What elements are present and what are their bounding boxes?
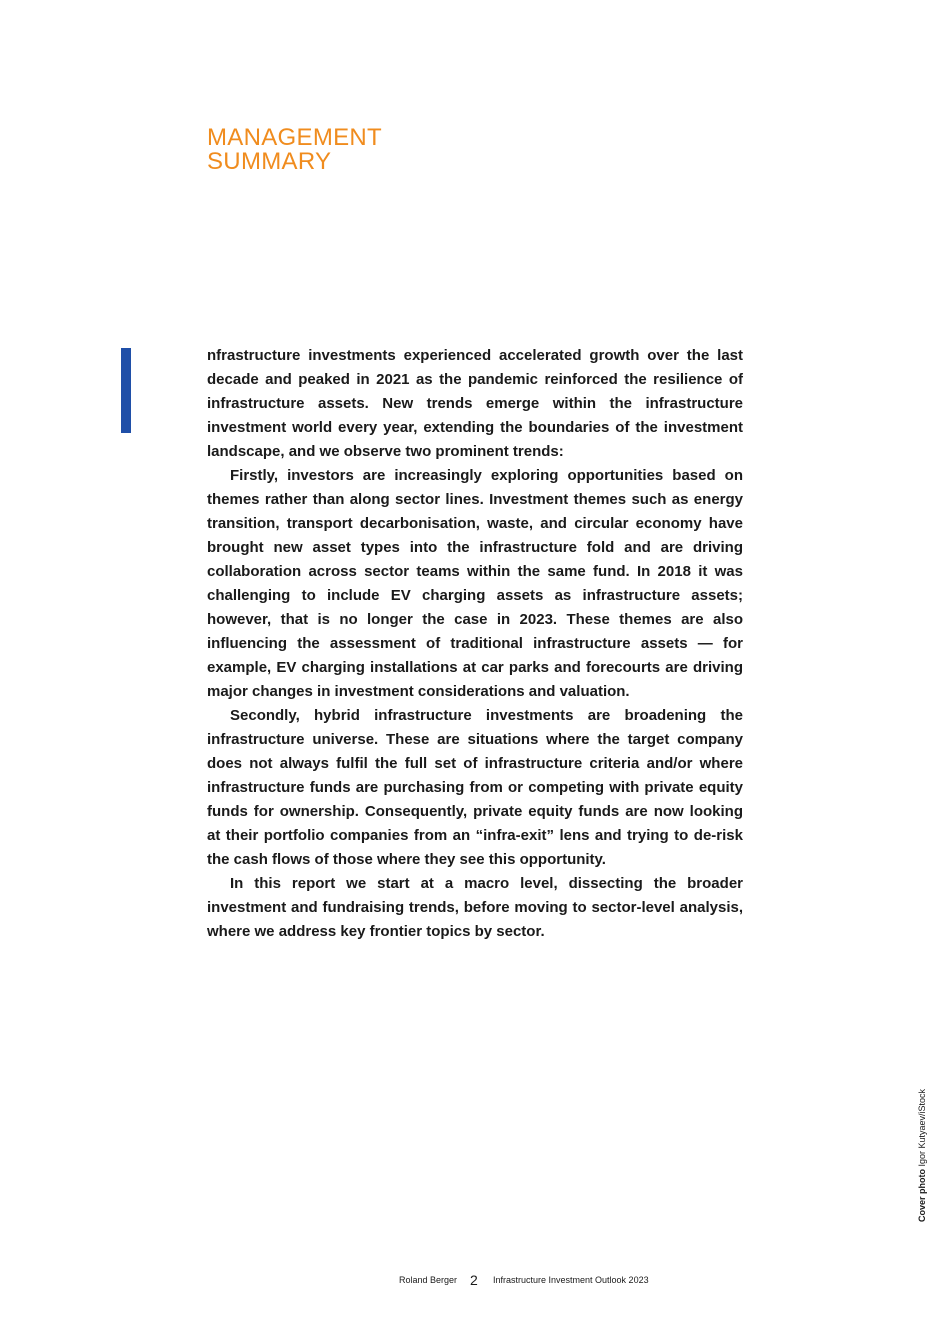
photo-credit-value: Igor Kutyaev/iStock — [917, 1088, 927, 1167]
summary-body — [207, 344, 743, 944]
footer-company: Roland Berger — [398, 1275, 457, 1285]
page-title-line-1: MANAGEMENT — [207, 124, 383, 151]
page-title-line-2: SUMMARY — [207, 148, 332, 175]
summary-paragraph-3: Secondly, hybrid infrastructure investments are broadening the infrastructure universe. These are situations where the target company does not always fulfil the full set of infrastructure criteria and/or where infrastructure funds are purchasing from or competing with private equity funds for ownership. Consequently, private equity funds are now looking at their portfolio companies from an “infra-exit” lens and trying to de-risk the cash flows of those where they see this opportunity. — [207, 707, 743, 868]
summary-paragraph-1: nfrastructure investments experienced accelerated growth over the last decade and peaked in 2021 as the pandemic reinforced the resilience of infrastructure assets. New trends emerge within the infrastructure investment world every year, extending the boundaries of the investment landscape, and we observe two prominent trends: — [207, 347, 743, 460]
footer-publication: Infrastructure Investment Outlook 2023 — [493, 1275, 649, 1285]
page-title — [207, 126, 382, 174]
drop-cap-letter — [121, 348, 131, 433]
photo-credit — [917, 1089, 927, 1222]
summary-paragraph-4: In this report we start at a macro level, dissecting the broader investment and fundraising trends, before moving to sector-level analysis, where we address key frontier topics by sector. — [207, 875, 743, 940]
photo-credit-label: Cover photo — [917, 1169, 927, 1222]
summary-paragraph-2: Firstly, investors are increasingly exploring opportunities based on themes rather than along sector lines. Investment themes such as energy transition, transport decarbonisation, waste, and circular economy have brought new asset types into the infrastructure fold and are driving collaboration across sector teams within the same fund. In 2018 it was challenging to include EV charging assets as infrastructure assets; however, that is no longer the case in 2023. These themes are also influencing the assessment of traditional infrastructure assets — for example, EV charging installations at car parks and forecourts are driving major changes in investment considerations and valuation. — [207, 467, 743, 700]
footer-page-number: 2 — [470, 1272, 478, 1288]
